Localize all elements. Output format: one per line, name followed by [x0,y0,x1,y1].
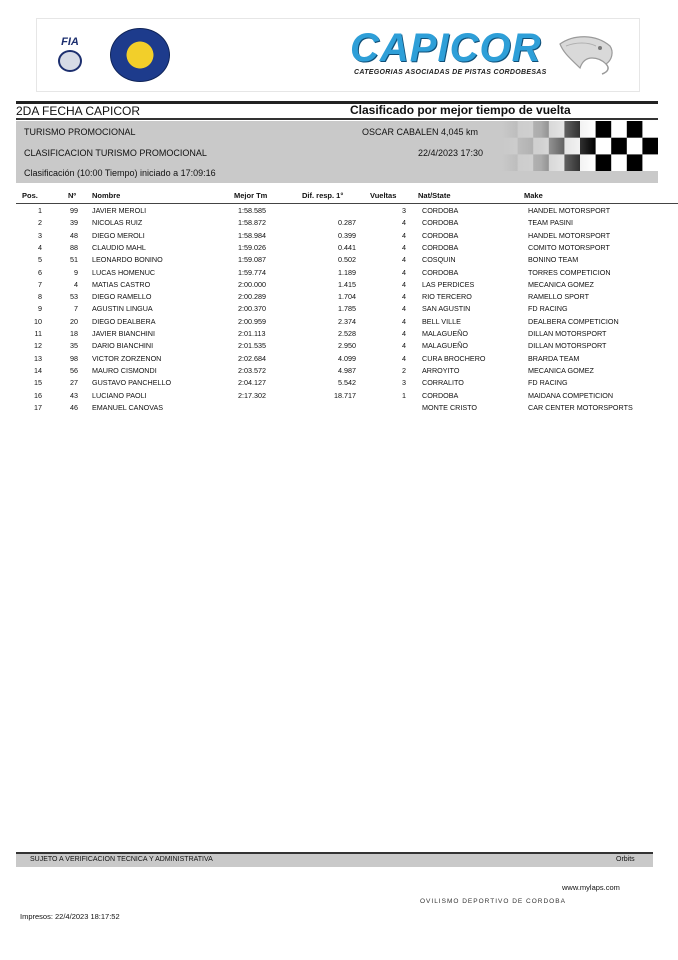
cell-name: JAVIER MEROLI [92,206,147,215]
cell-best: 2:00.000 [238,279,266,289]
info-session: CLASIFICACION TURISMO PROMOCIONAL [24,148,207,158]
table-row [16,390,666,402]
cell-num: 18 [70,329,78,338]
cell-laps: 1 [402,390,406,400]
cell-pos: 10 [34,316,42,326]
cell-diff: 4.099 [338,353,356,363]
cell-pos: 3 [38,230,42,240]
col-name: Nombre [92,191,121,200]
cell-make: HANDEL MOTORSPORT [528,206,611,215]
cell-num: 46 [70,402,78,412]
table-row [16,254,666,266]
cell-pos: 15 [34,378,42,388]
printed-timestamp: Impresos: 22/4/2023 18:17:52 [20,912,120,921]
cell-name: VICTOR ZORZENON [92,353,162,363]
footer-notice: SUJETO A VERIFICACION TECNICA Y ADMINISTRATIVA [30,856,213,863]
table-row [16,217,666,229]
cell-name: NICOLAS RUIZ [92,218,143,228]
cell-best: 2:00.959 [238,316,266,326]
col-pos: Pos. [22,191,38,200]
cell-make: TEAM PASINI [528,218,573,228]
info-track: OSCAR CABALEN 4,045 km [362,127,479,137]
cell-diff: 2.374 [338,316,356,326]
cell-name: CLAUDIO MAHL [92,242,146,252]
cell-make: DEALBERA COMPETICION [528,316,619,326]
cell-name: GUSTAVO PANCHELLO [92,378,172,388]
flag-fade-overlay [502,121,658,171]
cell-best: 2:01.113 [238,329,266,338]
col-best: Mejor Tm [234,191,268,200]
cell-diff: 1.704 [338,292,356,302]
report-title: Clasificado por mejor tiempo de vuelta [350,103,571,117]
cell-make: COMITO MOTORSPORT [528,242,610,252]
cell-name: LUCIANO PAOLI [92,390,147,400]
table-row [16,377,666,389]
cell-name: AGUSTIN LINGUA [92,304,153,314]
title-underline [16,118,658,120]
cell-name: JAVIER BIANCHINI [92,329,155,338]
cell-make: FD RACING [528,304,568,314]
cell-nat: MALAGUEÑO [422,329,468,338]
cell-nat: CORDOBA [422,267,459,277]
fia-badge-icon [58,50,82,72]
cell-pos: 12 [34,341,42,351]
table-row [16,303,666,315]
cell-diff: 5.542 [338,378,356,388]
table-row [16,340,666,352]
cell-num: 27 [70,378,78,388]
cell-nat: CORDOBA [422,206,459,215]
table-row [16,230,666,242]
cell-name: DIEGO DEALBERA [92,316,156,326]
cell-pos: 5 [38,255,42,265]
cell-make: CAR CENTER MOTORSPORTS [528,402,633,412]
table-row [16,291,666,303]
cell-laps: 4 [402,267,406,277]
cell-num: 56 [70,365,78,375]
cell-make: TORRES COMPETICION [528,267,611,277]
cell-laps: 3 [402,206,406,215]
cell-best: 2:02.684 [238,353,266,363]
cell-make: MECANICA GOMEZ [528,365,594,375]
cell-best: 1:59.026 [238,242,266,252]
cell-diff: 1.785 [338,304,356,314]
cell-laps: 3 [402,378,406,388]
cell-num: 98 [70,353,78,363]
cell-make: DILLAN MOTORSPORT [528,341,607,351]
cell-make: RAMELLO SPORT [528,292,589,302]
cell-diff: 1.415 [338,279,356,289]
cell-nat: ARROYITO [422,365,460,375]
cell-num: 53 [70,292,78,302]
eagle-head-icon [556,30,616,76]
cell-num: 4 [74,279,78,289]
cell-num: 99 [70,206,78,215]
cell-best: 2:17.302 [238,390,266,400]
cell-nat: MALAGUEÑO [422,341,468,351]
cell-best: 1:58.984 [238,230,266,240]
cell-pos: 7 [38,279,42,289]
cell-num: 7 [74,304,78,314]
cell-diff: 2.950 [338,341,356,351]
footer-link[interactable]: www.mylaps.com [562,883,620,892]
cell-nat: MONTE CRISTO [422,402,477,412]
table-row [16,402,666,414]
cell-name: LUCAS HOMENUC [92,267,156,277]
cell-laps: 4 [402,304,406,314]
cell-name: EMANUEL CANOVAS [92,402,164,412]
cell-laps: 4 [402,341,406,351]
cell-make: MECANICA GOMEZ [528,279,594,289]
col-laps: Vueltas [370,191,397,200]
cell-nat: CORDOBA [422,230,459,240]
cell-diff: 4.987 [338,365,356,375]
table-row [16,365,666,377]
cell-make: MAIDANA COMPETICION [528,390,614,400]
cell-nat: CURA BROCHERO [422,353,486,363]
cell-best: 1:58.872 [238,218,266,228]
event-title: 2DA FECHA CAPICOR [16,104,141,118]
cell-laps: 4 [402,353,406,363]
cell-num: 9 [74,267,78,277]
fia-logo-text: FIA [61,36,79,48]
cell-best: 1:59.774 [238,267,266,277]
cell-pos: 1 [38,206,42,215]
footer-org: OVILISMO DEPORTIVO DE CORDOBA [420,898,566,905]
capicor-logo-subtitle: CATEGORIAS ASOCIADAS DE PISTAS CORDOBESAS [354,69,547,76]
cell-num: 88 [70,242,78,252]
table-row [16,328,666,340]
cell-nat: SAN AGUSTIN [422,304,471,314]
table-row [16,353,666,365]
cell-nat: CORDOBA [422,390,459,400]
cell-diff: 0.502 [338,255,356,265]
cell-diff: 0.441 [338,242,356,252]
cell-best: 2:04.127 [238,378,266,388]
cell-name: DIEGO RAMELLO [92,292,152,302]
table-row [16,316,666,328]
cell-pos: 8 [38,292,42,302]
cell-pos: 6 [38,267,42,277]
cell-pos: 17 [34,402,42,412]
cell-nat: CORDOBA [422,218,459,228]
cell-best: 1:59.087 [238,255,266,265]
info-started: Clasificación (10:00 Tiempo) iniciado a 17:09:16 [24,168,216,178]
cell-name: MATIAS CASTRO [92,279,151,289]
cell-laps: 4 [402,329,406,338]
info-category: TURISMO PROMOCIONAL [24,127,136,137]
cell-num: 20 [70,316,78,326]
cell-num: 39 [70,218,78,228]
cell-name: DARIO BIANCHINI [92,341,154,351]
col-make: Make [524,191,543,200]
cell-laps: 4 [402,316,406,326]
club-crest-logo [110,28,170,82]
cell-name: DIEGO MEROLI [92,230,145,240]
cell-nat: RIO TERCERO [422,292,472,302]
cell-name: MAURO CISMONDI [92,365,157,375]
cell-best: 2:00.289 [238,292,266,302]
results-table-header [16,190,678,204]
cell-make: DILLAN MOTORSPORT [528,329,607,338]
cell-name: LEONARDO BONINO [92,255,163,265]
cell-laps: 4 [402,279,406,289]
cell-nat: BELL VILLE [422,316,461,326]
cell-pos: 13 [34,353,42,363]
cell-pos: 14 [34,365,42,375]
cell-diff: 2.528 [338,329,356,338]
cell-best: 2:00.370 [238,304,266,314]
cell-make: BRARDA TEAM [528,353,580,363]
cell-diff: 1.189 [338,267,356,277]
cell-diff: 0.399 [338,230,356,240]
cell-pos: 2 [38,218,42,228]
cell-diff: 18.717 [334,390,356,400]
cell-best: 2:03.572 [238,365,266,375]
footer-bar [16,852,653,867]
cell-nat: COSQUIN [422,255,456,265]
cell-diff: 0.287 [338,218,356,228]
info-datetime: 22/4/2023 17:30 [418,148,484,158]
cell-nat: CORRALITO [422,378,464,388]
cell-make: FD RACING [528,378,568,388]
cell-laps: 4 [402,242,406,252]
cell-laps: 4 [402,255,406,265]
cell-make: HANDEL MOTORSPORT [528,230,611,240]
col-diff: Dif. resp. 1° [302,191,344,200]
cell-nat: LAS PERDICES [422,279,475,289]
cell-nat: CORDOBA [422,242,459,252]
cell-num: 48 [70,230,78,240]
cell-num: 43 [70,390,78,400]
cell-num: 51 [70,255,78,265]
cell-laps: 4 [402,292,406,302]
table-row [16,267,666,279]
table-row [16,205,666,217]
cell-pos: 16 [34,390,42,400]
col-num: Nº [68,191,77,200]
capicor-logo-text: CAPICOR [350,26,542,70]
cell-pos: 4 [38,242,42,252]
cell-pos: 9 [38,304,42,314]
cell-laps: 4 [402,230,406,240]
cell-pos: 11 [34,329,42,338]
cell-laps: 4 [402,218,406,228]
cell-make: BONINO TEAM [528,255,579,265]
table-row [16,279,666,291]
cell-num: 35 [70,341,78,351]
table-row [16,242,666,254]
cell-best: 1:58.585 [238,206,266,215]
col-nat: Nat/State [418,191,451,200]
fia-logo [56,36,84,76]
cell-best: 2:01.535 [238,341,266,351]
footer-brand: Orbits [616,856,635,863]
cell-laps: 2 [402,365,406,375]
